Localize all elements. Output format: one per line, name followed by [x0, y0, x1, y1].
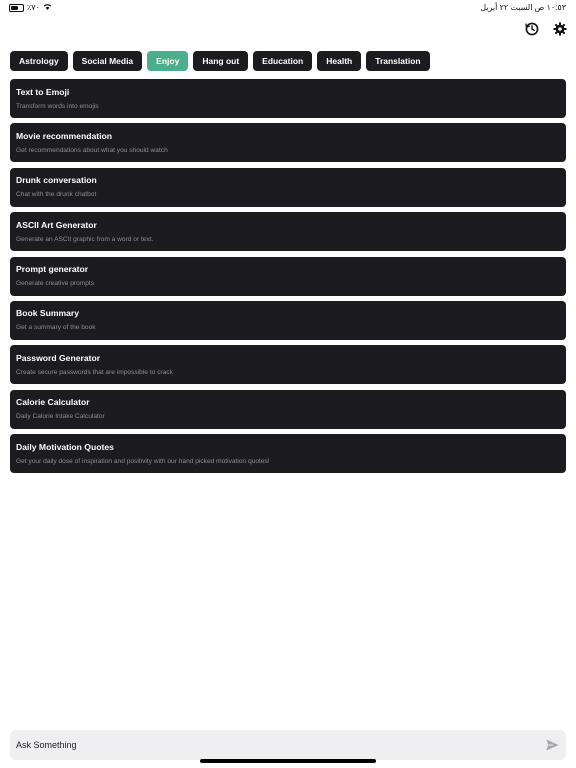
card-description: Chat with the drunk chatbot — [16, 191, 97, 199]
tab-social-media[interactable]: Social Media — [73, 51, 143, 71]
card-title: Book Summary — [16, 308, 80, 319]
card-description: Get your daily dose of inspiration and positivity with our hand picked motivation quotes! — [16, 457, 270, 465]
status-datetime: ١٠:٥٣ ص السبت ٢٢ أبريل — [480, 3, 566, 12]
card-description: Transform words into emojis — [16, 102, 99, 110]
tab-education[interactable]: Education — [253, 51, 312, 71]
card-title: ASCII Art Generator — [16, 219, 97, 230]
header-actions — [524, 21, 568, 37]
card-text-to-emoji[interactable] — [10, 79, 566, 118]
card-drunk-conversation[interactable] — [10, 168, 566, 207]
card-title: Movie recommendation — [16, 130, 112, 141]
history-icon[interactable] — [524, 21, 540, 37]
send-icon[interactable] — [544, 737, 560, 753]
battery-icon — [9, 4, 24, 12]
card-description: Generate creative prompts — [16, 280, 95, 288]
ask-input[interactable] — [16, 740, 544, 750]
card-title: Calorie Calculator — [16, 397, 90, 408]
gear-icon[interactable] — [552, 21, 568, 37]
ask-bar — [10, 730, 566, 760]
tab-health[interactable]: Health — [317, 51, 361, 71]
tab-astrology[interactable]: Astrology — [10, 51, 68, 71]
card-password-generator[interactable] — [10, 345, 566, 384]
card-description: Get recommendations about what you should watch — [16, 146, 168, 154]
card-description: Generate an ASCII graphic from a word or text. — [16, 235, 154, 243]
battery-percent: ٪٧٠ — [27, 3, 40, 12]
tab-hang-out[interactable]: Hang out — [193, 51, 248, 71]
card-description: Get a summary of the book — [16, 324, 96, 332]
card-title: Prompt generator — [16, 264, 89, 275]
status-left — [9, 3, 52, 12]
card-title: Text to Emoji — [16, 86, 70, 97]
card-calorie-calculator[interactable] — [10, 390, 566, 429]
card-ascii-art-generator[interactable] — [10, 212, 566, 251]
tab-translation[interactable]: Translation — [366, 51, 429, 71]
card-title: Drunk conversation — [16, 175, 97, 186]
card-prompt-generator[interactable] — [10, 257, 566, 296]
card-title: Password Generator — [16, 352, 101, 363]
card-daily-motivation-quotes[interactable] — [10, 434, 566, 473]
card-title: Daily Motivation Quotes — [16, 441, 114, 452]
card-movie-recommendation[interactable] — [10, 123, 566, 162]
wifi-icon — [43, 3, 52, 12]
card-description: Daily Calorie Intake Calculator — [16, 413, 105, 421]
tab-enjoy[interactable]: Enjoy — [147, 51, 188, 71]
home-indicator — [200, 759, 376, 763]
status-bar — [0, 0, 576, 14]
card-book-summary[interactable] — [10, 301, 566, 340]
category-tabs — [10, 51, 430, 71]
card-description: Create secure passwords that are impossible to crack — [16, 368, 173, 376]
prompt-list — [10, 79, 566, 479]
